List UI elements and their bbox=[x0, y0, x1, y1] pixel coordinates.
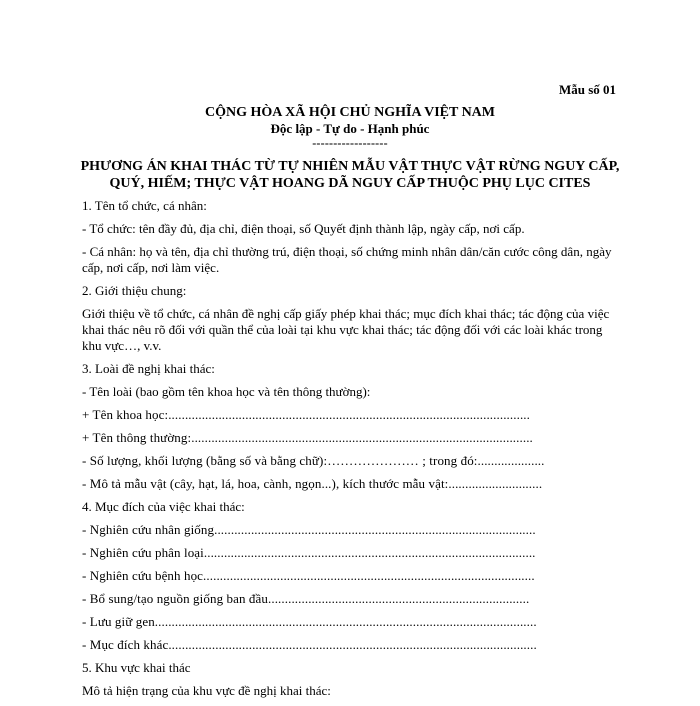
document-title bbox=[60, 158, 640, 192]
specimen-description-field: - Mô tả mẫu vật (cây, hạt, lá, hoa, cành, ngọn...), kích thước mẫu vật:............................ bbox=[82, 476, 543, 491]
title-line-1: PHƯƠNG ÁN KHAI THÁC TỪ TỰ NHIÊN MẪU VẬT THỰC VẬT RỪNG NGUY CẤP, bbox=[80, 159, 620, 174]
purpose-item: - Lưu giữ gen.................................................................................................................. bbox=[82, 614, 537, 629]
purpose-item: - Bổ sung/tạo nguồn giống ban đầu.............................................................................. bbox=[82, 591, 530, 606]
header-divider: ------------------ bbox=[312, 136, 388, 150]
document-body bbox=[82, 198, 622, 706]
purpose-item: - Nghiên cứu bệnh học................................................................................................... bbox=[82, 568, 535, 583]
scientific-name-field: + Tên khoa học:............................................................................................................ bbox=[82, 407, 531, 422]
section-1-organization: - Tổ chức: tên đầy đủ, địa chỉ, điện thoại, số Quyết định thành lập, ngày cấp, nơi cấp. bbox=[82, 221, 525, 236]
section-4-heading: 4. Mục đích của việc khai thác: bbox=[82, 499, 245, 514]
title-line-2: QUÝ, HIẾM; THỰC VẬT HOANG DÃ NGUY CẤP THUỘC PHỤ LỤC CITES bbox=[109, 176, 591, 191]
section-5-text: Mô tả hiện trạng của khu vực đề nghị khai thác: bbox=[82, 683, 331, 698]
purpose-item: - Mục đích khác.............................................................................................................. bbox=[82, 637, 537, 652]
section-5-heading: 5. Khu vực khai thác bbox=[82, 660, 191, 675]
purpose-item: - Nghiên cứu phân loại................................................................................................... bbox=[82, 545, 536, 560]
section-2-heading: 2. Giới thiệu chung: bbox=[82, 283, 187, 298]
species-name-line: - Tên loài (bao gồm tên khoa học và tên thông thường): bbox=[82, 384, 371, 399]
section-2-text: Giới thiệu về tổ chức, cá nhân đề nghị cấp giấy phép khai thác; mục đích khai thác; tác động của việc khai thác nêu rõ đối với quần thể của loài tại khu vực khai thác; tác động đối với các loài khác trong khu vực…, v.v. bbox=[82, 306, 610, 353]
national-motto: Độc lập - Tự do - Hạnh phúc bbox=[270, 121, 430, 136]
nation-title: CỘNG HÒA XÃ HỘI CHỦ NGHĨA VIỆT NAM bbox=[204, 105, 495, 120]
national-header bbox=[0, 104, 700, 149]
common-name-field: + Tên thông thường:...................................................................................................... bbox=[82, 430, 533, 445]
quantity-field: - Số lượng, khối lượng (bằng số và bằng chữ):………………… ; trong đó:.................... bbox=[82, 453, 545, 468]
section-1-heading: 1. Tên tổ chức, cá nhân: bbox=[82, 198, 207, 213]
section-3-heading: 3. Loài đề nghị khai thác: bbox=[82, 361, 215, 376]
form-number: Mẫu số 01 bbox=[558, 82, 616, 97]
section-1-individual: - Cá nhân: họ và tên, địa chỉ thường trú, điện thoại, số chứng minh nhân dân/căn cước công dân, ngày cấp, nơi cấp, nơi làm việc. bbox=[82, 244, 612, 275]
purpose-item: - Nghiên cứu nhân giống................................................................................................ bbox=[82, 522, 536, 537]
